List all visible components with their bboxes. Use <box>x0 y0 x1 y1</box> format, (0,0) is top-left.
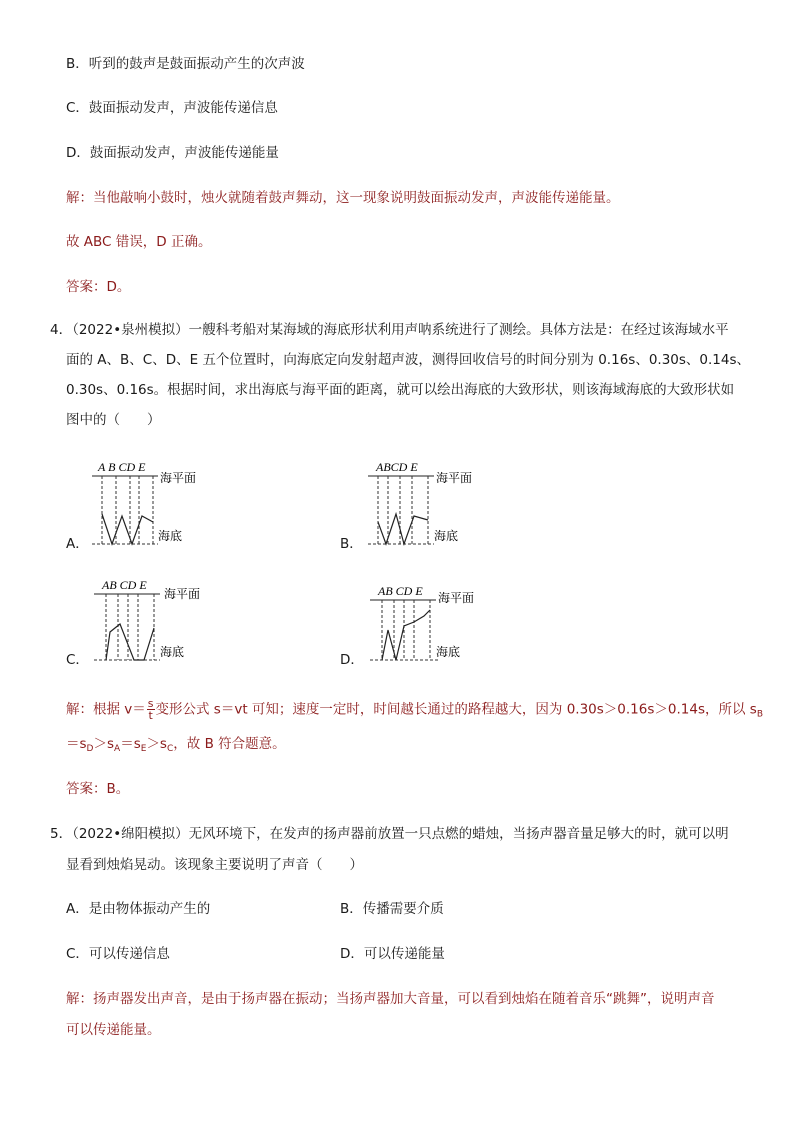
q5-solution-line-2: 可以传递能量。 <box>66 1022 161 1038</box>
q4-figure-c-option: C． <box>66 652 89 668</box>
q4-figure-b-bottom-label: 海底 <box>434 529 459 543</box>
q4-figure-c-points: AB CD E <box>102 578 147 592</box>
q4-sol2-eq2: ＝s <box>120 736 141 752</box>
q3-option-d: D．鼓面振动发声，声波能传递能量 <box>66 145 279 161</box>
q4-sub-d: D <box>86 744 94 754</box>
q4-solution-prefix: 解：根据 v＝ <box>66 701 146 718</box>
q5-stem-line-2: 显看到烛焰晃动。该现象主要说明了声音（ ） <box>66 857 363 873</box>
q4-figure-b-option: B． <box>340 536 363 552</box>
q5-option-c: C．可以传递信息 <box>66 946 170 962</box>
q4-figure-c <box>92 574 222 674</box>
q4-sub-a: A <box>114 744 121 754</box>
q5-stem-line-1: 5．（2022•绵阳模拟）无风环境下，在发声的扬声器前放置一只点燃的蜡烛，当扬声器音量足够大的时，就可以明 <box>50 826 729 842</box>
q4-solution-line-2 <box>66 734 286 759</box>
q4-figure-d-option: D． <box>340 652 364 668</box>
q4-stem-line-4: 图中的（ ） <box>66 412 161 428</box>
q4-figure-a-bottom-label: 海底 <box>158 529 183 543</box>
q3-solution-line-2: 故 ABC 错误，D 正确。 <box>66 234 212 250</box>
q4-figure-b-surface-label: 海平面 <box>436 471 473 485</box>
q4-figure-d-points: AB CD E <box>378 584 423 598</box>
q4-answer: 答案：B。 <box>66 781 130 797</box>
q4-solution-fraction <box>147 698 155 721</box>
q4-sol2-gt2: ＞s <box>146 736 167 752</box>
q4-stem-line-2: 面的 A、B、C、D、E 五个位置时，向海底定向发射超声波，测得回收信号的时间分别为 0.16s、0.30s、0.14s、 <box>66 352 750 368</box>
q5-option-a: A．是由物体振动产生的 <box>66 901 211 917</box>
q4-figure-b <box>368 456 498 556</box>
q4-solution-middle: 变形公式 s＝vt 可知；速度一定时，时间越长通过的路程越大，因为 0.30s＞0.16s＞0.14s，所以 s <box>155 701 757 718</box>
q4-sol2-end: ，故 B 符合题意。 <box>173 736 286 752</box>
q4-solution-line-1 <box>66 698 763 725</box>
q4-stem-line-3: 0.30s、0.16s。根据时间，求出海底与海平面的距离，就可以绘出海底的大致形状，则该海域海底的大致形状如 <box>66 382 735 398</box>
q4-sub-e: E <box>140 744 147 754</box>
q4-figure-a-surface-label: 海平面 <box>160 471 197 485</box>
q4-fraction-numerator: s <box>147 697 154 710</box>
q4-sol2-eq: ＝s <box>66 736 87 752</box>
q4-figure-a-option: A． <box>66 536 89 552</box>
q4-sub-c: C <box>166 744 174 754</box>
q3-option-b: B．听到的鼓声是鼓面振动产生的次声波 <box>66 56 305 72</box>
q4-sol2-gt: ＞s <box>93 736 115 752</box>
q4-figure-c-bottom-label: 海底 <box>160 645 185 659</box>
q4-figure-d-bottom-label: 海底 <box>436 645 461 659</box>
q3-option-c: C．鼓面振动发声，声波能传递信息 <box>66 100 278 116</box>
q4-stem-line-1: 4．（2022•泉州模拟）一艘科考船对某海域的海底形状利用声呐系统进行了测绘。具体方法是：在经过该海域水平 <box>50 322 729 338</box>
q4-sub-b: B <box>756 709 763 720</box>
q4-fraction-denominator: t <box>148 709 153 722</box>
q3-solution-line-1: 解：当他敲响小鼓时，烛火就随着鼓声舞动，这一现象说明鼓面振动发声，声波能传递能量。 <box>66 190 620 206</box>
q3-answer: 答案：D。 <box>66 279 131 295</box>
q4-figure-a-points: A B CD E <box>98 460 146 474</box>
q4-figure-d-surface-label: 海平面 <box>438 591 475 605</box>
q4-figure-a <box>92 456 222 556</box>
q4-figure-d <box>368 580 498 680</box>
q4-figure-b-points: ABCD E <box>376 460 418 474</box>
q5-option-b: B．传播需要介质 <box>340 901 444 917</box>
q5-option-d: D．可以传递能量 <box>340 946 445 962</box>
q5-solution-line-1: 解：扬声器发出声音，是由于扬声器在振动；当扬声器加大音量，可以看到烛焰在随着音乐“跳舞”，说明声音 <box>66 991 715 1007</box>
q4-figure-c-surface-label: 海平面 <box>164 587 201 601</box>
